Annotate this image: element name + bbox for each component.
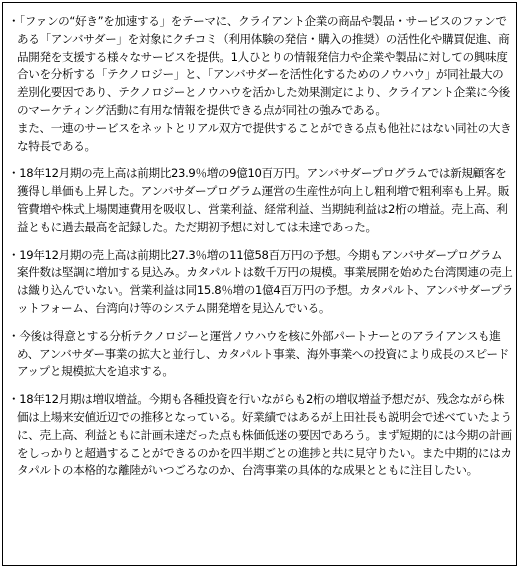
summary-content xyxy=(8,13,513,490)
paragraph-growth-strategy: ・今後は得意とする分析テクノロジーと運営ノウハウを核に外部パートナーとのアライアンスも進め、アンバサダー事業の拡大と並行し、カタパルト事業、海外事業への投資により成長のスピードアップと規模拡大を追求する。 xyxy=(8,328,509,379)
paragraph-fy18-results: ・18年12月期の売上高は前期比23.9％増の9億10百万円。アンバサダープログラムでは新規顧客を獲得し単価も上昇した。アンバサダープログラム運営の生産性が向上し粗利増で粗利率も上昇。販管費増や株式上場関連費用を吸収し、営業利益、経常利益、当期純利益は2桁の増益。売上高、利益ともに過去最高を記録した。ただ期初予想に対しては未達であった。 xyxy=(8,166,510,234)
paragraph-fy19-forecast: ・19年12月期の売上高は前期比27.3％増の11億58百万円の予想。今期もアンバサダープログラム案件数は堅調に増加する見込み。カタパルトは数千万円の規模。事業展開を始めた台湾関連の売上は織り込んでいない。営業利益は同15.8％増の1億4百万円の予想。カタパルト、アンバサダープラットフォーム、台湾向け等のシステム開発増を見込んでいる。 xyxy=(8,247,513,315)
paragraph-business-overview: ・「ファンの“好き”を加速する」をテーマに、クライアント企業の商品や製品・サービスのファンである「アンバサダー」を対象にクチコミ（利用体験の発信・購入の推奨）の活性化や購買促進、商品開発を支援する様々なサービスを提供。1人ひとりの情報発信力や企業や製品に対しての興味度合いを分析する「テクノロジー」と、「アンバサダーを活性化するためのノウハウ」が同社最大の差別化要因であり、テクノロジーとノウハウを活かした効果測定により、クライアント企業に今後のマーケティング活動に有用な情報を提供できる点が同社の強みである。 また、一連のサービスをネットとリアル双方で提供することができる点も他社にはない同社の大きな特長である。 xyxy=(8,14,512,153)
paragraph-analyst-view: ・18年12月期は増収増益。今期も各種投資を行いながらも2桁の増収増益予想だが、残念ながら株価は上場来安値近辺での推移となっている。好業績ではあるが上田社長も説明会で述べていたように、売上高、利益ともに計画未達だった点も株価低迷の要因であろう。まず短期的には今期の計画をしっかりと超過することができるのかを四半期ごとの進捗と共に見守りたい。また中期的にはカタパルトの本格的な離陸がいつごろなのか、台湾事業の具体的な成果とともに注目したい。 xyxy=(8,392,512,478)
summary-box xyxy=(2,2,517,566)
